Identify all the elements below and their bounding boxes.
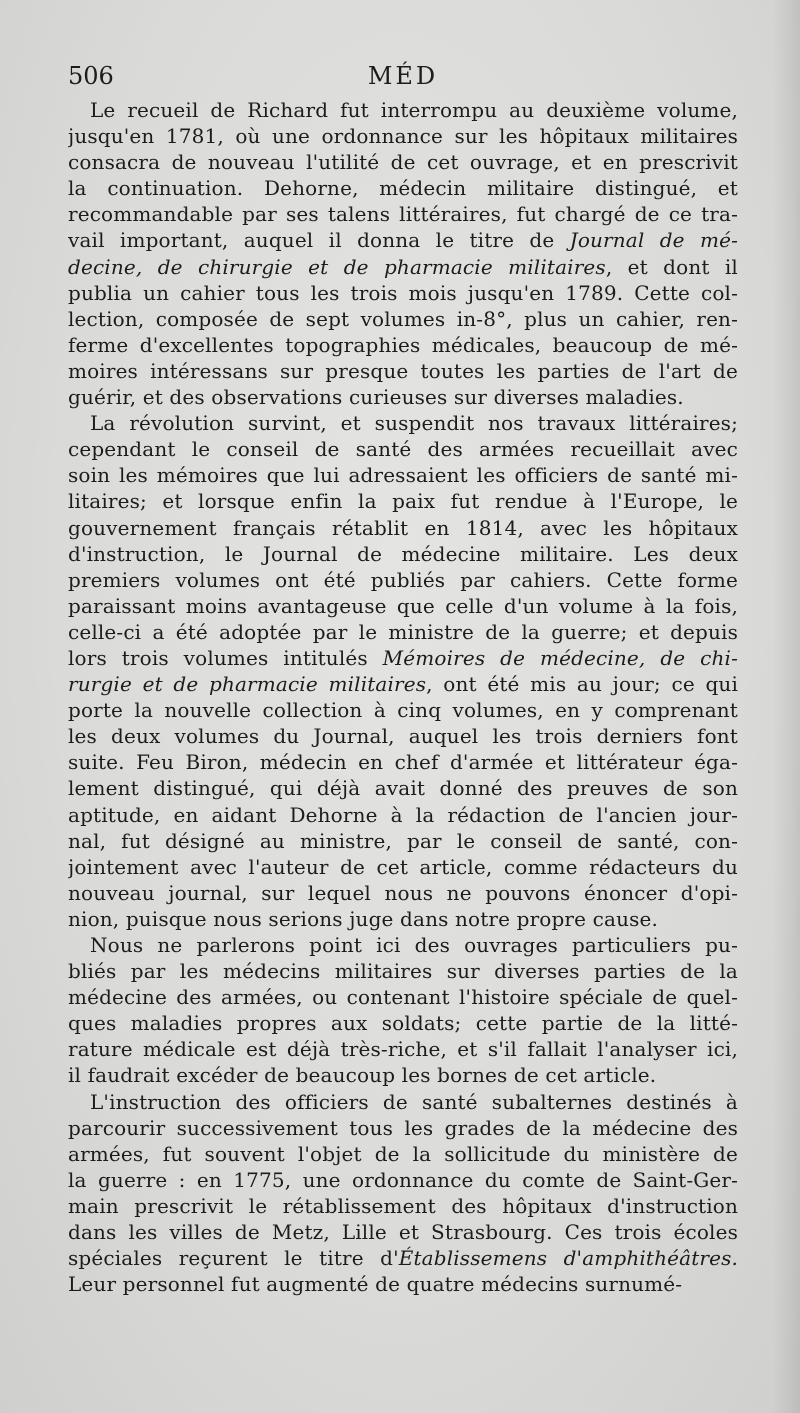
text-line: aptitude, en aidant Dehorne à la rédaction de l'ancien jour- [68, 802, 738, 827]
text-line: bliés par les médecins militaires sur diverses parties de la [68, 959, 738, 984]
text-line: cependant le conseil de santé des armées recueillait avec [68, 437, 738, 462]
text-line: moires intéressans sur presque toutes les parties de l'art de [68, 358, 738, 383]
text-line: L'instruction des officiers de santé subalternes destinés à [90, 1089, 738, 1114]
text-line: celle-ci a été adoptée par le ministre de la guerre; et depuis [68, 619, 738, 644]
text-line: soin les mémoires que lui adressaient les officiers de santé mi- [68, 463, 738, 488]
running-head: MÉD [367, 62, 439, 90]
text-line: Le recueil de Richard fut interrompu au deuxième volume, [90, 98, 738, 122]
text-line: il faudrait excéder de beaucoup les bornes de cet article. [68, 1063, 657, 1088]
text-line: publia un cahier tous les trois mois jusqu'en 1789. Cette col- [68, 280, 738, 305]
text-line: guérir, et des observations curieuses sur diverses maladies. [68, 385, 684, 410]
text-line: litaires; et lorsque enfin la paix fut rendue à l'Europe, le [68, 489, 738, 514]
text-line: nion, puisque nous serions juge dans notre propre cause. [68, 906, 659, 931]
text-line: recommandable par ses talens littéraires, fut chargé de ce tra- [68, 202, 738, 227]
text-line: armées, fut souvent l'objet de la sollicitude du ministère de [68, 1141, 738, 1166]
text-line: porte la nouvelle collection à cinq volumes, en y comprenant [68, 698, 738, 723]
text-line: lection, composée de sept volumes in-8°, plus un cahier, ren- [68, 306, 738, 331]
text-line: jusqu'en 1781, où une ordonnance sur les hôpitaux militaires [68, 124, 738, 149]
text-line: médecine des armées, ou contenant l'histoire spéciale de quel- [68, 985, 738, 1010]
italic-title: Mémoires de médecine, de chi- [382, 645, 738, 670]
paragraph [68, 410, 738, 932]
text-line: ques maladies propres aux soldats; cette partie de la litté- [68, 1011, 738, 1036]
text-line: lors trois volumes intitulés Mémoires de médecine, de chi- [68, 645, 738, 670]
text-line: consacra de nouveau l'utilité de cet ouvrage, et en prescrivit [68, 150, 738, 175]
text-line: jointement avec l'auteur de cet article, comme rédacteurs du [68, 854, 738, 879]
page-header [68, 62, 738, 96]
text-line: ferme d'excellentes topographies médicales, beaucoup de mé- [68, 332, 738, 357]
text-line: gouvernement français rétablit en 1814, avec les hôpitaux [68, 515, 738, 540]
italic-title: Journal de mé- [569, 228, 738, 253]
text-line: nal, fut désigné au ministre, par le conseil de santé, con- [68, 828, 738, 853]
page-number: 506 [68, 62, 114, 90]
text-line: main prescrivit le rétablissement des hôpitaux d'instruction [68, 1193, 738, 1218]
text-line: paraissant moins avantageuse que celle d'un volume à la fois, [68, 593, 738, 618]
text-line: les deux volumes du Journal, auquel les trois derniers font [68, 724, 738, 749]
italic-title: rurgie et de pharmacie militaires [68, 672, 427, 697]
italic-title: decine, de chirurgie et de pharmacie militaires [68, 254, 606, 279]
text-line: spéciales reçurent le titre d'Établissemens d'amphithéâtres. [68, 1246, 738, 1271]
body-text [68, 97, 738, 1297]
italic-title: Établissemens d'amphithéâtres. [398, 1246, 738, 1271]
text-line: parcourir successivement tous les grades de la médecine des [68, 1115, 738, 1140]
paragraph [68, 932, 738, 1089]
page-edge-shadow [772, 0, 800, 1413]
text-line: decine, de chirurgie et de pharmacie militaires, et dont il [68, 254, 738, 279]
text-line: Leur personnel fut augmenté de quatre médecins surnumé- [68, 1272, 683, 1297]
paragraph [68, 1089, 738, 1298]
text-line: d'instruction, le Journal de médecine militaire. Les deux [68, 541, 738, 566]
paragraph [68, 97, 738, 410]
text-line: premiers volumes ont été publiés par cahiers. Cette forme [68, 567, 738, 592]
text-line: la guerre : en 1775, une ordonnance du comte de Saint-Ger- [68, 1167, 738, 1192]
text-line: la continuation. Dehorne, médecin militaire distingué, et [68, 176, 738, 201]
text-line: lement distingué, qui déjà avait donné des preuves de son [68, 776, 738, 801]
text-line: La révolution survint, et suspendit nos travaux littéraires; [90, 411, 738, 436]
text-line: Nous ne parlerons point ici des ouvrages particuliers pu- [90, 933, 738, 957]
text-line: dans les villes de Metz, Lille et Strasbourg. Ces trois écoles [68, 1220, 738, 1245]
text-line: nouveau journal, sur lequel nous ne pouvons énoncer d'opi- [68, 880, 738, 905]
text-line: suite. Feu Biron, médecin en chef d'armée et littérateur éga- [68, 750, 738, 775]
text-line: vail important, auquel il donna le titre de Journal de mé- [68, 228, 738, 253]
text-line: rature médicale est déjà très-riche, et s'il fallait l'analyser ici, [68, 1037, 738, 1062]
text-line: rurgie et de pharmacie militaires, ont été mis au jour; ce qui [68, 672, 738, 697]
